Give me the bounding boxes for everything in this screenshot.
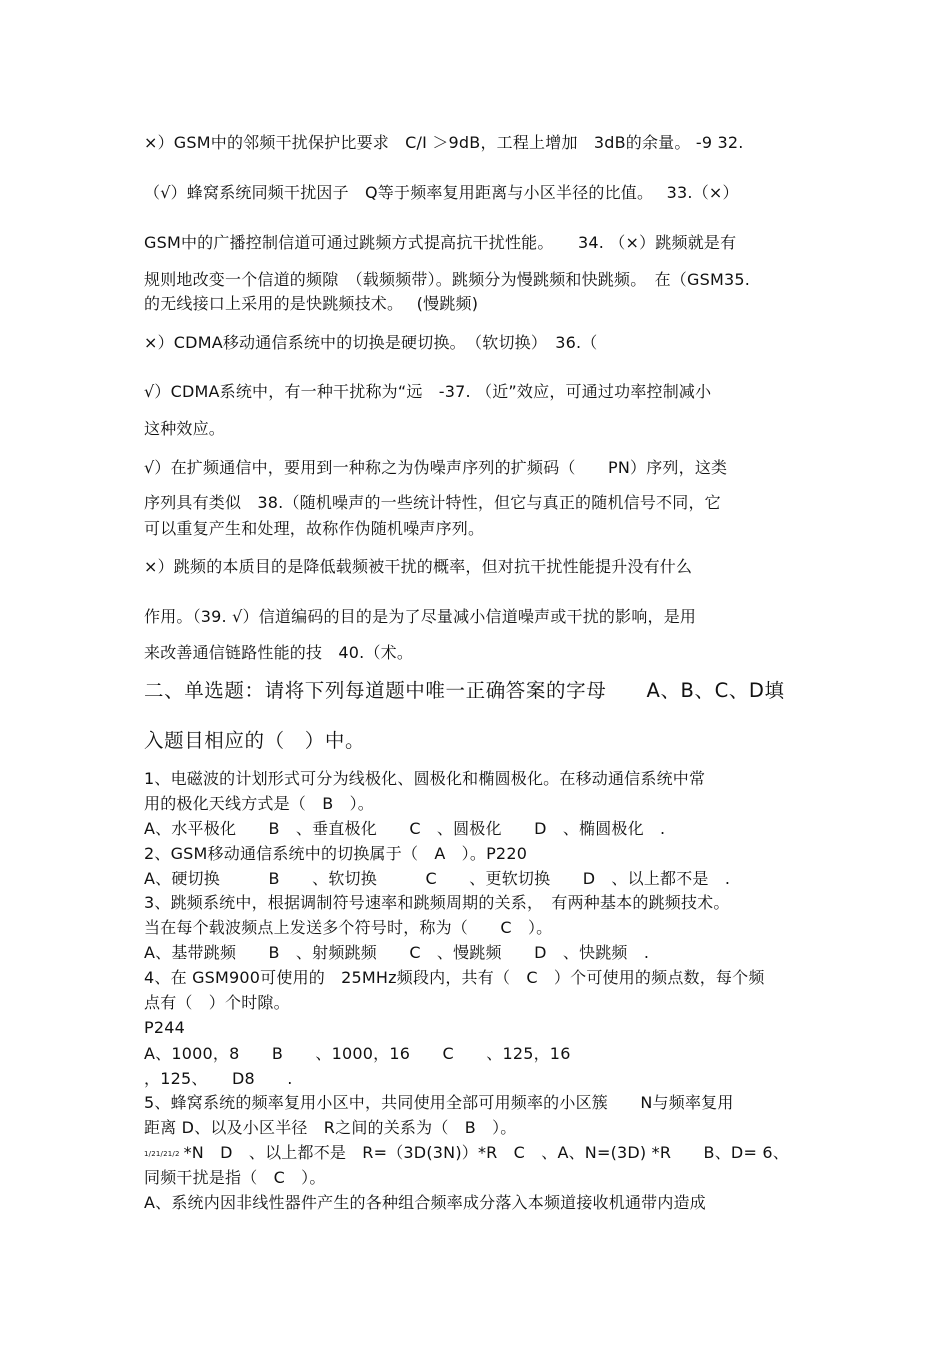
question-text: 用的极化天线方式是（ B ）。 [144,794,374,813]
question-text: 同频干扰是指（ C ）。 [144,1168,326,1187]
question-text: 5、蜂窝系统的频率复用小区中，共同使用全部可用频率的小区簇 N与频率复用 [144,1093,734,1112]
text-line: 作用。（39. √）信道编码的目的是为了尽量减小信道噪声或干扰的影响，是用 [144,607,697,626]
tiny-prefix: 1/21/21/2 [144,1150,180,1158]
text-line: √）在扩频通信中，要用到一种称之为伪噪声序列的扩频码（ PN）序列，这类 [144,458,728,477]
answer-options [144,1143,789,1164]
text-line: （√）蜂窝系统同频干扰因子 Q等于频率复用距离与小区半径的比值。 33.（×） [144,183,739,202]
question-text: 当在每个载波频点上发送多个符号时，称为（ C ）。 [144,918,553,937]
question-text: 1、电磁波的计划形式可分为线极化、圆极化和椭圆极化。在移动通信系统中常 [144,769,706,788]
question-text: 点有（ ）个时隙。 [144,993,290,1012]
answer-options: ，125、 D8 . [144,1069,293,1088]
question-text: 2、GSM移动通信系统中的切换属于（ A ）。P220 [144,844,528,863]
text-line: 可以重复产生和处理，故称作伪随机噪声序列。 [144,519,485,538]
text-line: 序列具有类似 38.（随机噪声的一些统计特性，但它与真正的随机信号不同，它 [144,493,721,512]
answer-options-text: *N D 、以上都不是 R=（3D(3N)）*R C 、A、N=(3D) *R B、D= 6、 [183,1143,789,1162]
answer-options: A、基带跳频 B 、射频跳频 C 、慢跳频 D 、快跳频 . [144,943,650,962]
text-line: ×）GSM中的邻频干扰保护比要求 C/I ＞9dB，工程上增加 3dB的余量。 -9 32. [144,133,744,152]
question-text: 4、在 GSM900可使用的 25MHz频段内，共有（ C ）个可使用的频点数，每个频 [144,968,765,987]
text-line: ×）跳频的本质目的是降低载频被干扰的概率，但对抗干扰性能提升没有什么 [144,557,693,576]
answer-options: A、硬切换 B 、软切换 C 、更软切换 D 、以上都不是 . [144,869,731,888]
text-line: 这种效应。 [144,419,226,438]
section-heading: 二、单选题：请将下列每道题中唯一正确答案的字母 A、B、C、D填 [144,679,785,702]
question-text: 距离 D、以及小区半径 R之间的关系为（ B ）。 [144,1118,517,1137]
question-text: 3、跳频系统中，根据调制符号速率和跳频周期的关系， 有两种基本的跳频技术。 [144,893,730,912]
answer-options: A、1000，8 B 、1000，16 C 、125，16 [144,1044,571,1063]
text-line: 来改善通信链路性能的技 40.（术。 [144,643,414,662]
page-reference: P244 [144,1018,185,1037]
text-line: GSM中的广播控制信道可通过跳频方式提高抗干扰性能。 34. （×）跳频就是有 [144,233,737,252]
text-line: √）CDMA系统中，有一种干扰称为“远 -37. （近”效应，可通过功率控制减小 [144,382,712,401]
text-line: ×）CDMA移动通信系统中的切换是硬切换。 （软切换） 36.（ [144,333,598,352]
text-line: 的无线接口上采用的是快跳频技术。 (慢跳频) [144,294,479,313]
answer-options: A、水平极化 B 、垂直极化 C 、圆极化 D 、椭圆极化 . [144,819,666,838]
question-text: A、系统内因非线性器件产生的各种组合频率成分落入本频道接收机通带内造成 [144,1193,706,1212]
text-line: 规则地改变一个信道的频隙 （载频频带）。跳频分为慢跳频和快跳频。 在（GSM35. [144,270,751,289]
section-heading-continued: 入题目相应的（ ）中。 [144,729,366,752]
